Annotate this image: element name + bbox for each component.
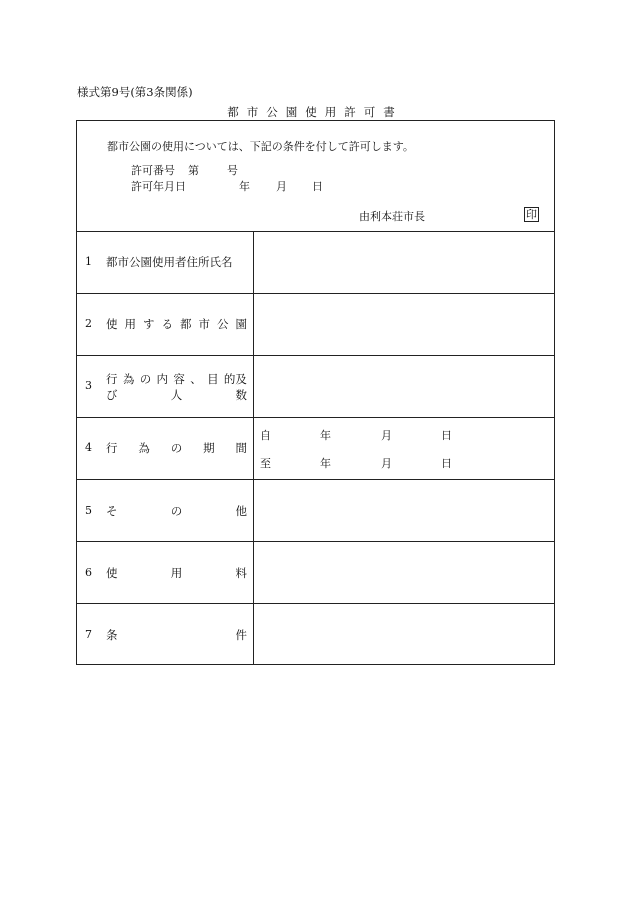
label-char: 使 [106,566,118,580]
label-char: そ [106,504,118,518]
permit-number-go: 号 [227,164,238,177]
label-char: 行 [106,441,118,455]
issuer-name: 由利本荘市長 [359,210,425,223]
permit-statement: 都市公園の使用については、下記の条件を付して許可します。 [107,140,414,153]
period-from-month: 月 [381,429,392,442]
permit-form-table [76,120,555,665]
label-char: の [139,372,152,386]
label-char: 条 [106,628,118,642]
permit-date-day: 日 [312,180,323,193]
permit-number-dai: 第 [188,164,199,177]
row-label-other [106,503,247,519]
row-divider [77,479,554,480]
label-char: る [161,317,173,331]
row-divider [77,355,554,356]
label-char: 用 [170,566,183,580]
label-char: 、 [190,372,202,386]
row-divider [77,231,554,232]
row-label-conditions [106,627,247,643]
label-char: 容 [173,372,185,386]
period-to-year: 年 [320,457,331,470]
permit-date-label: 許可年月日 [131,180,186,193]
permit-date-month: 月 [276,180,287,193]
label-char: 公 [217,317,229,331]
permit-number-label: 許可番号 [131,164,175,177]
row-divider [77,293,554,294]
label-char: の [170,441,183,455]
form-number-label: 様式第9号(第3条関係) [77,85,193,99]
column-divider [253,231,254,664]
label-char: 内 [156,372,169,386]
row-label-fee [106,565,247,581]
label-char: 人 [170,388,183,402]
label-char: び [106,388,118,402]
label-char: 為 [138,441,150,455]
label-char: 用 [124,317,136,331]
row-number: 7 [85,628,92,641]
label-char: 間 [235,441,247,455]
row-divider [77,603,554,604]
row-number: 4 [85,441,92,454]
label-char: の [170,504,183,518]
label-char: 的及 [223,372,247,386]
seal-mark: 印 [526,208,537,221]
row-number: 3 [85,379,92,392]
label-char: 料 [235,566,247,580]
document-title: 都市公園使用許可書 [227,105,403,119]
label-char: 期 [203,441,215,455]
period-from-label: 自 [260,429,271,442]
label-char: 使 [106,317,118,331]
permit-date-year: 年 [239,180,250,193]
label-char: 他 [235,504,247,518]
row-label-period [106,440,247,456]
row-number: 2 [85,317,92,330]
row-divider [77,417,554,418]
period-to-label: 至 [260,457,271,470]
row-number: 5 [85,504,92,517]
label-char: 市 [198,317,210,331]
row-divider [77,541,554,542]
label-char: 行 [106,372,118,386]
row-label-park-used [106,316,247,332]
label-char: す [143,317,155,331]
period-from-day: 日 [441,429,452,442]
label-char: 件 [235,628,247,642]
period-to-day: 日 [441,457,452,470]
label-char: 為 [122,372,135,386]
label-char: 都 [180,317,192,331]
row-number: 6 [85,566,92,579]
row-label-activity-line2 [106,387,247,403]
period-from-year: 年 [320,429,331,442]
row-label-activity-line1 [106,371,247,387]
period-to-month: 月 [381,457,392,470]
label-char: 数 [235,388,247,402]
row-number: 1 [85,255,92,268]
label-char: 目 [207,372,219,386]
row-label-user-address-name: 都市公園使用者住所氏名 [106,255,233,269]
label-char: 園 [235,317,247,331]
